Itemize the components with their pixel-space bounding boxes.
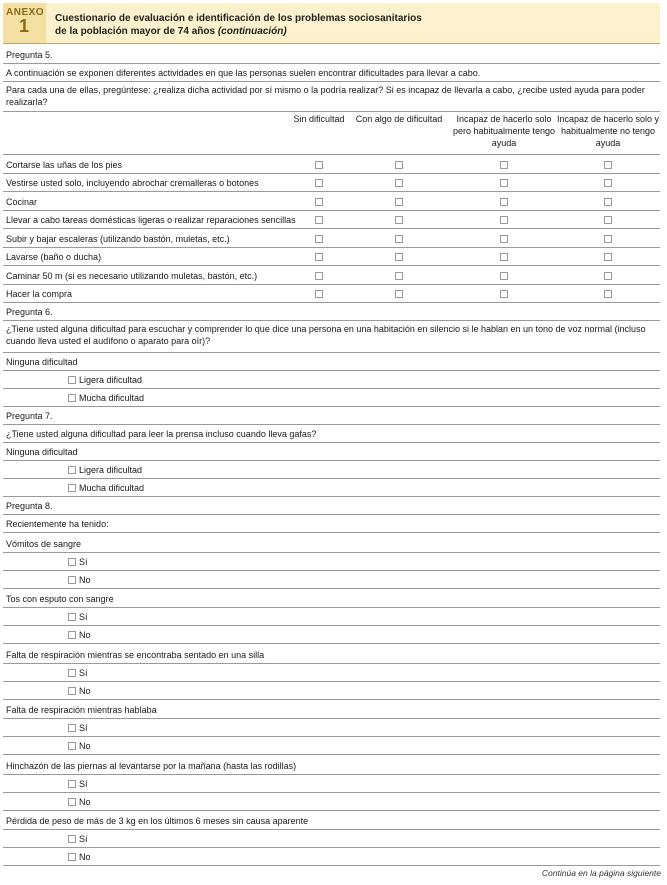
q8-option bbox=[3, 570, 660, 589]
q8-option-checkbox[interactable] bbox=[68, 558, 76, 566]
q6-option-checkbox[interactable] bbox=[68, 394, 76, 402]
q5-activity-row-text: Vestirse usted solo, incluyendo abrochar cremalleras o botones bbox=[6, 178, 259, 188]
q5-answer-checkbox[interactable] bbox=[604, 272, 612, 280]
q5-activity-row bbox=[3, 284, 660, 304]
q7-option-checkbox[interactable] bbox=[68, 484, 76, 492]
q5-column-header: Con algo de dificultad bbox=[355, 114, 443, 124]
title-line-2-text: de la población mayor de 74 años bbox=[55, 26, 216, 37]
q8-option-checkbox[interactable] bbox=[68, 798, 76, 806]
q5-answer-checkbox[interactable] bbox=[395, 290, 403, 298]
q5-activity-row bbox=[3, 173, 660, 193]
q8-option-text: Sí bbox=[79, 834, 88, 844]
q5-answer-checkbox[interactable] bbox=[395, 179, 403, 187]
q6-option bbox=[3, 370, 660, 389]
q8-symptom-text: Pérdida de peso de más de 3 kg en los últimos 6 meses sin causa aparente bbox=[6, 816, 309, 826]
q8-option bbox=[3, 774, 660, 793]
q6-option-none-text: Ninguna dificultad bbox=[6, 357, 78, 367]
q5-intro-text: A continuación se exponen diferentes actividades en que las personas suelen encontrar dificultades para llevar a cabo. bbox=[6, 68, 481, 78]
q8-symptom bbox=[3, 754, 660, 775]
q5-answer-checkbox[interactable] bbox=[604, 253, 612, 261]
q8-option-checkbox[interactable] bbox=[68, 576, 76, 584]
q5-answer-checkbox[interactable] bbox=[604, 235, 612, 243]
q8-symptom bbox=[3, 532, 660, 553]
q8-option-text: Sí bbox=[79, 612, 88, 622]
q8-option-text: Sí bbox=[79, 778, 88, 789]
q5-activity-row-text: Cocinar bbox=[6, 196, 38, 207]
q8-option-text: No bbox=[79, 796, 91, 807]
q5-label bbox=[3, 45, 660, 64]
q8-intro-text: Recientemente ha tenido: bbox=[6, 519, 109, 529]
q5-answer-checkbox[interactable] bbox=[395, 216, 403, 224]
q8-symptom-text: Vómitos de sangre bbox=[6, 538, 82, 549]
q5-answer-checkbox[interactable] bbox=[395, 235, 403, 243]
q8-symptom bbox=[3, 810, 660, 831]
title-suffix: (continuación) bbox=[217, 26, 287, 37]
q8-symptom-text: Tos con esputo con sangre bbox=[6, 594, 114, 604]
q5-activity-row bbox=[3, 228, 660, 248]
q6-option bbox=[3, 388, 660, 407]
q5-answer-checkbox[interactable] bbox=[500, 198, 508, 206]
q8-option-checkbox[interactable] bbox=[68, 780, 76, 788]
q8-option bbox=[3, 792, 660, 811]
q7-option bbox=[3, 460, 660, 479]
q7-question-text: ¿Tiene usted alguna dificultad para leer la prensa incluso cuando lleva gafas? bbox=[6, 429, 317, 439]
q6-option-text: Ligera dificultad bbox=[79, 375, 143, 385]
q8-option-checkbox[interactable] bbox=[68, 742, 76, 750]
q8-option-checkbox[interactable] bbox=[68, 724, 76, 732]
q6-question-text: ¿Tiene usted alguna dificultad para escuchar y comprender lo que dice una persona en una habitación en silencio si le hablan en un tono de voz normal (incluso cuando lleva usted el audífono o aparato para oír)? bbox=[6, 324, 646, 346]
q8-intro bbox=[3, 514, 660, 533]
q5-activity-row-text: Lavarse (baño o ducha) bbox=[6, 252, 102, 262]
q5-answer-checkbox[interactable] bbox=[315, 198, 323, 206]
q5-activity-row bbox=[3, 265, 660, 285]
q8-option-text: No bbox=[79, 630, 91, 640]
q8-option-checkbox[interactable] bbox=[68, 687, 76, 695]
q6-option-text: Mucha dificultad bbox=[79, 393, 145, 403]
q8-option-text: No bbox=[79, 685, 91, 696]
q7-option-text: Mucha dificultad bbox=[79, 483, 145, 493]
q5-question-text: Para cada una de ellas, pregúntese: ¿realiza dicha actividad por sí mismo o la podría realizar? Si es incapaz de llevarla a cabo, ¿recibe usted ayuda para poder realizarla? bbox=[6, 85, 645, 107]
q8-option-checkbox[interactable] bbox=[68, 631, 76, 639]
q8-option-text: No bbox=[79, 852, 91, 862]
q7-question bbox=[3, 424, 660, 443]
q8-option bbox=[3, 847, 660, 866]
q8-option-checkbox[interactable] bbox=[68, 853, 76, 861]
page-title bbox=[55, 12, 422, 38]
q5-answer-checkbox[interactable] bbox=[500, 161, 508, 169]
q5-answer-checkbox[interactable] bbox=[500, 216, 508, 224]
title-line-1: Cuestionario de evaluación e identificación de los problemas sociosanitarios bbox=[55, 13, 422, 24]
q5-answer-checkbox[interactable] bbox=[604, 161, 612, 169]
q8-option bbox=[3, 552, 660, 571]
q5-answer-checkbox[interactable] bbox=[395, 198, 403, 206]
q5-column-header: Incapaz de hacerlo solo y habitualmente no tengo ayuda bbox=[556, 114, 660, 148]
q7-option bbox=[3, 478, 660, 497]
q8-option bbox=[3, 607, 660, 626]
q8-option bbox=[3, 718, 660, 737]
q5-activity-row bbox=[3, 247, 660, 267]
q7-option-none-text: Ninguna dificultad bbox=[6, 447, 78, 457]
q5-activity-row-text: Caminar 50 m (si es necesario utilizando muletas, bastón, etc.) bbox=[6, 270, 258, 281]
q5-answer-checkbox[interactable] bbox=[500, 179, 508, 187]
q8-option bbox=[3, 663, 660, 682]
q5-answer-checkbox[interactable] bbox=[604, 290, 612, 298]
q5-answer-checkbox[interactable] bbox=[500, 253, 508, 261]
q8-option bbox=[3, 625, 660, 644]
q5-answer-checkbox[interactable] bbox=[604, 179, 612, 187]
q8-option-checkbox[interactable] bbox=[68, 613, 76, 621]
q5-activity-row-text: Subir y bajar escaleras (utilizando bastón, muletas, etc.) bbox=[6, 233, 230, 244]
q5-answer-checkbox[interactable] bbox=[604, 198, 612, 206]
q7-label bbox=[3, 406, 660, 425]
q8-option-text: No bbox=[79, 574, 91, 585]
q5-answer-checkbox[interactable] bbox=[315, 216, 323, 224]
continued-note: Continúa en la página siguiente bbox=[541, 868, 661, 878]
q8-symptom bbox=[3, 643, 660, 664]
q8-option-text: Sí bbox=[79, 667, 88, 678]
q5-question bbox=[3, 81, 660, 112]
q8-option bbox=[3, 829, 660, 848]
q5-intro bbox=[3, 63, 660, 82]
q7-option-text: Ligera dificultad bbox=[79, 465, 143, 475]
q5-label-text: Pregunta 5. bbox=[6, 50, 53, 60]
q5-answer-checkbox[interactable] bbox=[315, 290, 323, 298]
q5-answer-checkbox[interactable] bbox=[395, 161, 403, 169]
q5-answer-checkbox[interactable] bbox=[315, 272, 323, 280]
q8-option-text: Sí bbox=[79, 723, 88, 733]
q5-activity-row-text: Llevar a cabo tareas domésticas ligeras o realizar reparaciones sencillas bbox=[6, 215, 296, 225]
q8-option bbox=[3, 736, 660, 755]
q7-option-none bbox=[3, 442, 660, 461]
q6-option-checkbox[interactable] bbox=[68, 376, 76, 384]
q8-symptom-text: Falta de respiración mientras hablaba bbox=[6, 705, 157, 715]
q5-activity-row bbox=[3, 154, 660, 174]
q5-activity-row bbox=[3, 210, 660, 230]
q5-answer-checkbox[interactable] bbox=[604, 216, 612, 224]
q6-label bbox=[3, 302, 660, 321]
q5-answer-checkbox[interactable] bbox=[395, 272, 403, 280]
q6-label-text: Pregunta 6. bbox=[6, 307, 53, 317]
q5-answer-checkbox[interactable] bbox=[315, 161, 323, 169]
q5-answer-checkbox[interactable] bbox=[395, 253, 403, 261]
annex-badge bbox=[3, 3, 46, 43]
q8-label bbox=[3, 496, 660, 515]
annex-number: 1 bbox=[19, 16, 30, 36]
q6-question bbox=[3, 320, 660, 353]
annex-header bbox=[3, 3, 660, 44]
q8-symptom bbox=[3, 588, 660, 609]
q5-answer-checkbox[interactable] bbox=[500, 272, 508, 280]
q5-column-header: Sin dificultad bbox=[293, 114, 345, 124]
q8-option-checkbox[interactable] bbox=[68, 669, 76, 677]
q6-option-none bbox=[3, 352, 660, 371]
q5-answer-checkbox[interactable] bbox=[315, 179, 323, 187]
q8-option-checkbox[interactable] bbox=[68, 835, 76, 843]
q5-answer-checkbox[interactable] bbox=[315, 253, 323, 261]
q5-answer-checkbox[interactable] bbox=[315, 235, 323, 243]
title-line-2 bbox=[55, 25, 422, 38]
q5-activity-row bbox=[3, 191, 660, 211]
q5-answer-checkbox[interactable] bbox=[500, 290, 508, 298]
q5-column-header: Incapaz de hacerlo solo pero habitualmente tengo ayuda bbox=[452, 114, 556, 148]
q7-label-text: Pregunta 7. bbox=[6, 411, 53, 421]
q5-activity-row-text: Cortarse las uñas de los pies bbox=[6, 159, 123, 170]
q8-label-text: Pregunta 8. bbox=[6, 501, 53, 511]
q8-symptom-text: Falta de respiración mientras se encontraba sentado en una silla bbox=[6, 649, 265, 660]
q5-column-headers bbox=[3, 111, 660, 155]
q8-symptom bbox=[3, 699, 660, 720]
q7-option-checkbox[interactable] bbox=[68, 466, 76, 474]
annex-label: ANEXO bbox=[6, 7, 45, 18]
q8-symptom-text: Hinchazón de las piernas al levantarse por la mañana (hasta las rodillas) bbox=[6, 760, 297, 771]
q5-activity-row-text: Hacer la compra bbox=[6, 289, 73, 299]
q8-option-text: Sí bbox=[79, 556, 88, 567]
q8-option-text: No bbox=[79, 741, 91, 751]
q5-answer-checkbox[interactable] bbox=[500, 235, 508, 243]
q8-option bbox=[3, 681, 660, 700]
